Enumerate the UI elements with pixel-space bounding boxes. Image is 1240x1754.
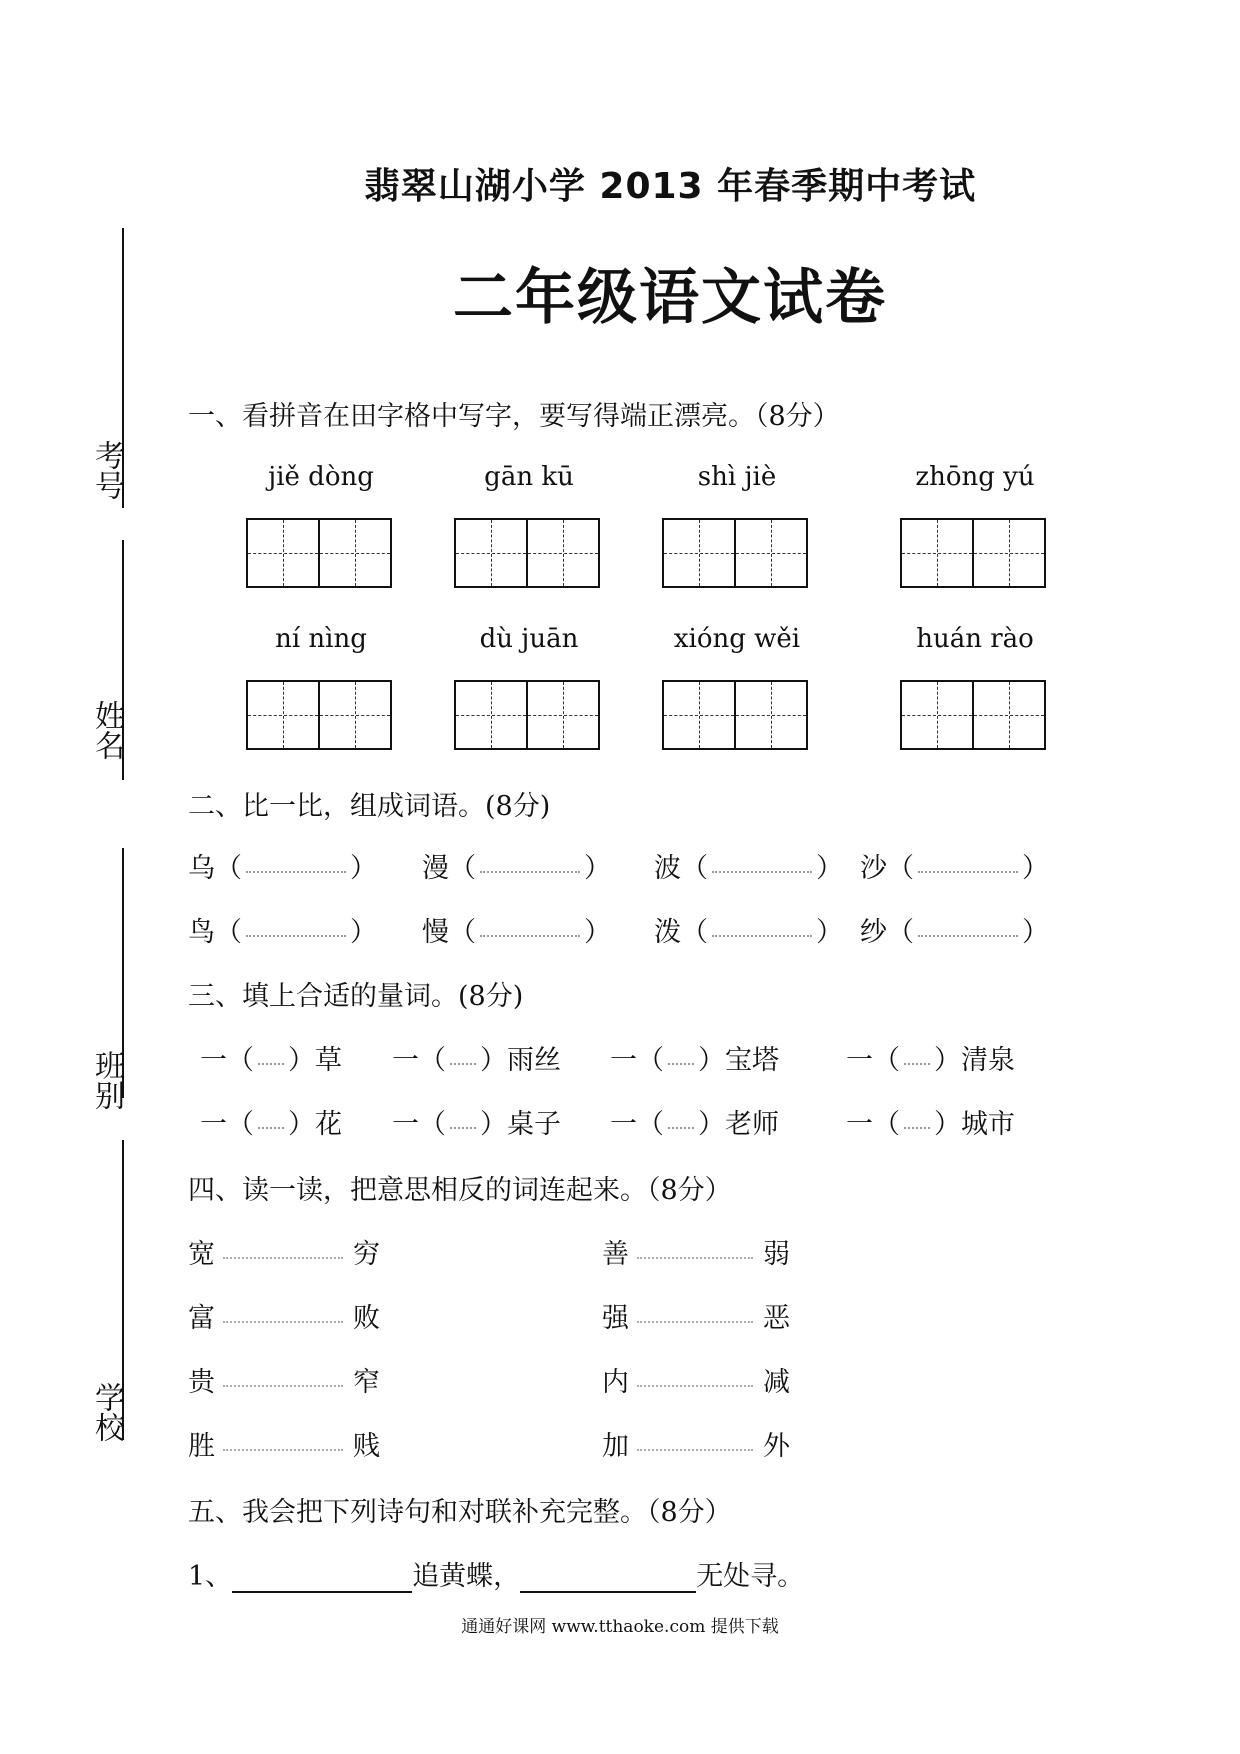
school-label: 学校 (89, 1382, 124, 1442)
close-paren: ） (698, 1109, 725, 1140)
tianzige-2[interactable] (454, 518, 600, 588)
section4-heading: 四、读一读，把意思相反的词连起来。（8分） (188, 1175, 732, 1206)
poem-line-1 (188, 1554, 804, 1593)
open-paren: （ (681, 917, 708, 948)
open-paren: （ (419, 1109, 446, 1140)
open-paren: （ (419, 1045, 446, 1076)
dotted-guide (223, 1445, 343, 1451)
measure-item[interactable] (392, 1102, 561, 1141)
close-paren: ） (934, 1109, 961, 1140)
close-paren: ） (1022, 917, 1049, 948)
answer-blank[interactable] (450, 1123, 476, 1129)
measure-item[interactable] (846, 1038, 1015, 1077)
close-paren: ） (288, 1045, 315, 1076)
match-row (602, 1360, 790, 1399)
pinyin-2: gān kū (484, 462, 574, 492)
school-title: 翡翠山湖小学 2013 年春季期中考试 (363, 166, 977, 207)
answer-blank[interactable] (904, 1059, 930, 1065)
pinyin-7: xióng wěi (673, 624, 801, 654)
noun: 宝塔 (725, 1045, 779, 1076)
pinyin-8: huán rào (916, 624, 1034, 654)
noun: 雨丝 (507, 1045, 561, 1076)
open-paren: （ (227, 1109, 254, 1140)
close-paren: ） (350, 853, 377, 884)
antonym-word[interactable]: 穷 (353, 1239, 380, 1270)
answer-blank[interactable] (918, 867, 1018, 873)
antonym-word[interactable]: 恶 (763, 1303, 790, 1334)
compare-char: 乌 (188, 853, 215, 884)
close-paren: ） (584, 917, 611, 948)
match-row (188, 1232, 380, 1271)
tianzige-8[interactable] (900, 680, 1046, 750)
measure-item[interactable] (846, 1102, 1015, 1141)
open-paren: （ (637, 1045, 664, 1076)
antonym-word[interactable]: 贵 (188, 1367, 215, 1398)
noun: 草 (315, 1045, 342, 1076)
yi-char: 一 (392, 1045, 419, 1076)
open-paren: （ (215, 853, 242, 884)
answer-blank[interactable] (258, 1123, 284, 1129)
tianzige-4[interactable] (900, 518, 1046, 588)
answer-blank[interactable] (246, 931, 346, 937)
compare-item[interactable] (860, 910, 1049, 949)
tianzige-6[interactable] (454, 680, 600, 750)
exam-no-label: 考号 (89, 440, 124, 500)
measure-item[interactable] (200, 1038, 342, 1077)
measure-item[interactable] (610, 1102, 779, 1141)
compare-char: 波 (654, 853, 681, 884)
close-paren: ） (816, 853, 843, 884)
antonym-word[interactable]: 外 (763, 1431, 790, 1462)
compare-item[interactable] (188, 910, 377, 949)
match-row (188, 1296, 380, 1335)
compare-char: 慢 (422, 917, 449, 948)
antonym-word[interactable]: 窄 (353, 1367, 380, 1398)
yi-char: 一 (610, 1045, 637, 1076)
tianzige-7[interactable] (662, 680, 808, 750)
answer-blank[interactable] (258, 1059, 284, 1065)
answer-blank[interactable] (480, 867, 580, 873)
compare-item[interactable] (654, 910, 843, 949)
pinyin-4: zhōng yú (915, 462, 1035, 492)
answer-blank[interactable] (246, 867, 346, 873)
tianzige-5[interactable] (246, 680, 392, 750)
compare-char: 鸟 (188, 917, 215, 948)
line-number: 1、 (188, 1561, 233, 1592)
open-paren: （ (449, 917, 476, 948)
name-line (122, 540, 124, 780)
poem-text: 无处寻。 (696, 1561, 805, 1592)
yi-char: 一 (392, 1109, 419, 1140)
open-paren: （ (449, 853, 476, 884)
answer-blank[interactable] (668, 1059, 694, 1065)
compare-item[interactable] (860, 846, 1049, 885)
noun: 桌子 (507, 1109, 561, 1140)
close-paren: ） (698, 1045, 725, 1076)
close-paren: ） (480, 1045, 507, 1076)
compare-item[interactable] (422, 846, 611, 885)
antonym-word[interactable]: 弱 (763, 1239, 790, 1270)
yi-char: 一 (610, 1109, 637, 1140)
match-row (602, 1424, 790, 1463)
noun: 清泉 (961, 1045, 1015, 1076)
answer-blank[interactable] (712, 867, 812, 873)
antonym-word[interactable]: 胜 (188, 1431, 215, 1462)
compare-char: 漫 (422, 853, 449, 884)
exam-no-line (122, 228, 124, 508)
pinyin-5: ní nìng (275, 624, 367, 654)
match-row (602, 1296, 790, 1335)
class-label: 班别 (89, 1050, 124, 1110)
open-paren: （ (873, 1045, 900, 1076)
open-paren: （ (215, 917, 242, 948)
answer-blank[interactable] (918, 931, 1018, 937)
close-paren: ） (934, 1045, 961, 1076)
class-line (122, 848, 124, 1098)
poem-blank-2[interactable] (520, 1565, 696, 1593)
answer-blank[interactable] (480, 931, 580, 937)
open-paren: （ (873, 1109, 900, 1140)
close-paren: ） (816, 917, 843, 948)
name-label: 姓名 (89, 700, 124, 760)
section3-heading: 三、填上合适的量词。(8分) (188, 981, 524, 1012)
noun: 老师 (725, 1109, 779, 1140)
noun: 城市 (961, 1109, 1015, 1140)
dotted-guide (223, 1381, 343, 1387)
footer-credit: 通通好课网 www.tthaoke.com 提供下载 (461, 1617, 779, 1637)
tianzige-3[interactable] (662, 518, 808, 588)
pinyin-3: shì jiè (697, 462, 777, 492)
dotted-guide (223, 1253, 343, 1259)
section5-heading: 五、我会把下列诗句和对联补充完整。（8分） (188, 1497, 732, 1528)
antonym-word[interactable]: 宽 (188, 1239, 215, 1270)
dotted-guide (637, 1381, 753, 1387)
measure-item[interactable] (610, 1038, 779, 1077)
poem-text: 追黄蝶， (412, 1561, 521, 1592)
answer-blank[interactable] (450, 1059, 476, 1065)
answer-blank[interactable] (904, 1123, 930, 1129)
section1-heading: 一、看拼音在田字格中写字，要写得端正漂亮。（8分） (188, 401, 840, 432)
tianzige-1[interactable] (246, 518, 392, 588)
compare-char: 沙 (860, 853, 887, 884)
measure-item[interactable] (200, 1102, 342, 1141)
poem-blank-1[interactable] (232, 1565, 412, 1593)
open-paren: （ (887, 853, 914, 884)
compare-item[interactable] (654, 846, 843, 885)
open-paren: （ (887, 917, 914, 948)
antonym-word[interactable]: 强 (602, 1303, 629, 1334)
pinyin-1: jiě dòng (268, 462, 374, 492)
yi-char: 一 (200, 1109, 227, 1140)
antonym-word[interactable]: 内 (602, 1367, 629, 1398)
antonym-word[interactable]: 减 (763, 1367, 790, 1398)
answer-blank[interactable] (712, 931, 812, 937)
school-line (122, 1140, 124, 1440)
antonym-word[interactable]: 加 (602, 1431, 629, 1462)
antonym-word[interactable]: 贱 (353, 1431, 380, 1462)
pinyin-6: dù juān (479, 624, 579, 654)
close-paren: ） (584, 853, 611, 884)
compare-char: 纱 (860, 917, 887, 948)
close-paren: ） (288, 1109, 315, 1140)
antonym-word[interactable]: 富 (188, 1303, 215, 1334)
section2-heading: 二、比一比，组成词语。(8分) (188, 791, 551, 822)
yi-char: 一 (200, 1045, 227, 1076)
yi-char: 一 (846, 1045, 873, 1076)
dotted-guide (637, 1317, 753, 1323)
antonym-word[interactable]: 败 (353, 1303, 380, 1334)
open-paren: （ (681, 853, 708, 884)
close-paren: ） (1022, 853, 1049, 884)
open-paren: （ (637, 1109, 664, 1140)
dotted-guide (637, 1445, 753, 1451)
match-row (188, 1360, 380, 1399)
match-row (188, 1424, 380, 1463)
antonym-word[interactable]: 善 (602, 1239, 629, 1270)
answer-blank[interactable] (668, 1123, 694, 1129)
compare-item[interactable] (422, 910, 611, 949)
measure-item[interactable] (392, 1038, 561, 1077)
close-paren: ） (480, 1109, 507, 1140)
dotted-guide (637, 1253, 753, 1259)
match-row (602, 1232, 790, 1271)
dotted-guide (223, 1317, 343, 1323)
compare-char: 泼 (654, 917, 681, 948)
close-paren: ） (350, 917, 377, 948)
yi-char: 一 (846, 1109, 873, 1140)
exam-title: 二年级语文试卷 (453, 263, 887, 333)
noun: 花 (315, 1109, 342, 1140)
compare-item[interactable] (188, 846, 377, 885)
open-paren: （ (227, 1045, 254, 1076)
